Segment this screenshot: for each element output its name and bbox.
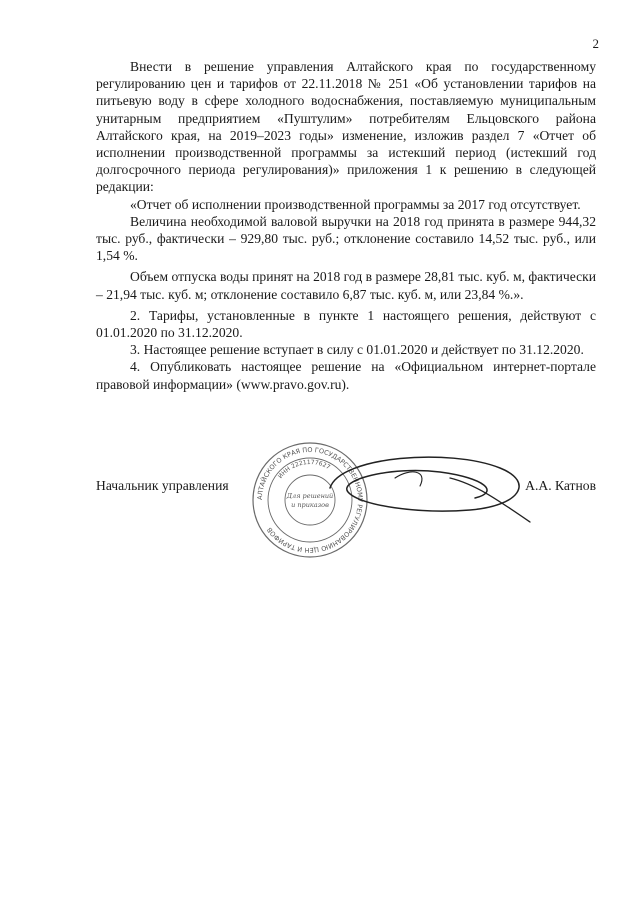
page-number: 2 [592, 36, 599, 51]
signature-row [96, 478, 596, 498]
seal-inn-text: ИНН 2221177627 [276, 458, 332, 481]
paragraph-effective-date: 3. Настоящее решение вступает в силу с 01.01.2020 и действует по 31.12.2020. [130, 342, 584, 358]
paragraph-amendment: Внести в решение управления Алтайского края по государственному регулированию цен и тарифов от 22.11.2018 № 251 «Об установлении тарифов на питьевую воду в сфере холодного водоснабжения, поставляемую муниципальным унитарным предприятием «Пуштулим» потребителям Ельцовского района Алтайского края, на 2019–2023 годы» изменение, изложив раздел 7 «Отчет об исполнении производственной программы за истекший период (истекший год долгосрочного периода регулирования)» приложения 1 к решению в следующей редакции: [96, 59, 596, 195]
paragraph-publication: 4. Опубликовать настоящее решение на «Официальном интернет-портале правовой информации» (www.pravo.gov.ru). [96, 359, 596, 392]
seal-outer-text: АЛТАЙСКОГО КРАЯ ПО ГОСУДАРСТВЕННОМУ РЕГУЛИРОВАНИЮ ЦЕН И ТАРИФОВ [255, 445, 365, 555]
svg-text:Для решений: Для решений [286, 492, 334, 500]
signatory-name: А.А. Катнов [525, 478, 596, 493]
paragraph-gross-revenue: Величина необходимой валовой выручки на 2018 год принята в размере 944,32 тыс. руб., фактически – 929,80 тыс. руб.; отклонение составило 14,52 тыс. руб., или 1,54 %. [96, 213, 596, 264]
document-body [96, 58, 596, 393]
paragraph-report-absent: «Отчет об исполнении производственной программы за 2017 год отсутствует. [130, 196, 581, 212]
signatory-position: Начальник управления [96, 478, 229, 493]
paragraph-tariffs-period: 2. Тарифы, установленные в пункте 1 настоящего решения, действуют с 01.01.2020 по 31.12.2020. [96, 307, 596, 341]
svg-text:и приказов: и приказов [291, 501, 329, 509]
paragraph-water-volume: Объем отпуска воды принят на 2018 год в размере 28,81 тыс. куб. м, фактически – 21,94 тыс. куб. м; отклонение составило 6,87 тыс. куб. м, или 23,84 %.». [96, 269, 596, 302]
